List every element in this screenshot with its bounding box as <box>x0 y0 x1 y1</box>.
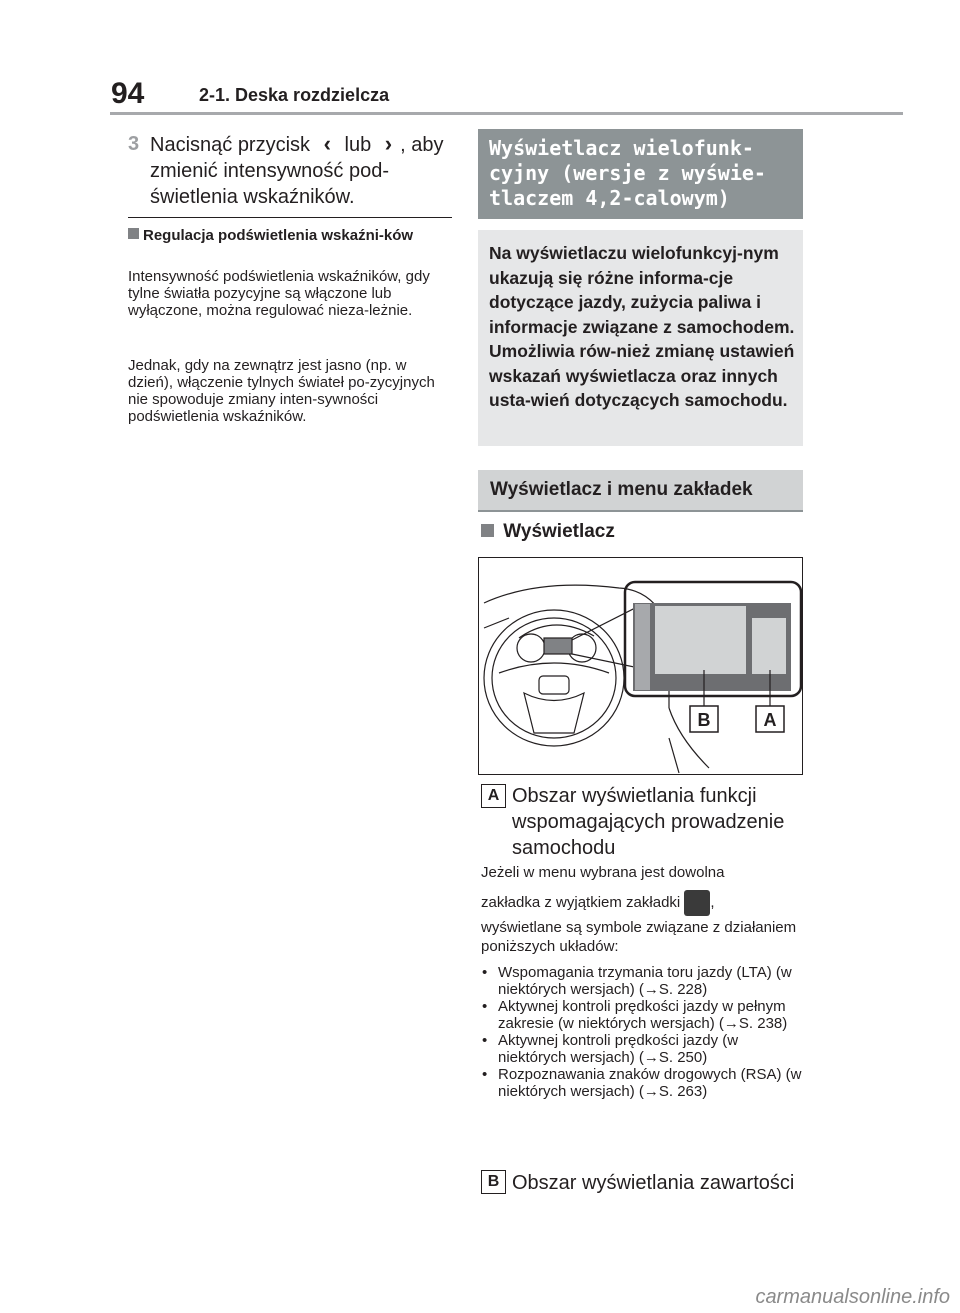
subsection-header <box>478 470 803 512</box>
note-line-3: wyświetlane są symbole związane z działaniem poniższych układów: <box>481 919 797 955</box>
note-line-2 <box>481 890 801 916</box>
step-text-post: , <box>400 134 406 156</box>
note-line-1: Jeżeli w menu wybrana jest dowolna <box>481 864 725 881</box>
brightness-paragraph-2: Jednak, gdy na zewnątrz jest jasno (np. w dzień), włączenie tylnych świateł po-zycyjnych nie spowoduje zmiany inten-sywności podświetlenia wskaźników. <box>128 357 435 425</box>
callout-b-box: B <box>481 1170 506 1194</box>
list-item: • Aktywnej kontroli prędkości jazdy w pełnym zakresie (w niektórych wersjach) (→S. 238) <box>478 998 808 1032</box>
summary-box <box>478 230 803 446</box>
subheading-text: Regulacja podświetlenia wskaźni-ków <box>143 227 414 244</box>
section-title-box <box>478 129 803 219</box>
dashboard-illustration <box>479 558 802 774</box>
subsection-header-text: Wyświetlacz i menu zakładek <box>490 479 753 500</box>
figure-label-a: A <box>763 710 777 730</box>
chapter-title: 2-1. Deska rozdzielcza <box>199 85 390 105</box>
step-text-mid: lub <box>344 134 372 156</box>
watermark: carmanualsonline.info <box>755 1286 950 1308</box>
summary-text: Na wyświetlaczu wielofunkcyj-nym ukazują się różne informa-cje dotyczące jazdy, zużycia paliwa i informacje związane z samochodem. Umożliwia rów-nież zmianę ustawień wskazań wyświetlacza oraz innych usta-wień dotyczących samochodu. <box>489 243 795 410</box>
square-bullet-icon <box>128 228 139 239</box>
step-text <box>150 131 460 210</box>
header-divider <box>110 112 903 115</box>
brightness-subheading <box>128 227 452 244</box>
callout-b-text: Obszar wyświetlania zawartości <box>512 1172 795 1194</box>
page-number: 94 <box>111 77 145 110</box>
dashboard-figure <box>478 557 803 775</box>
list-item: • Rozpoznawania znaków drogowych (RSA) (w niektórych wersjach) (→S. 263) <box>478 1066 808 1100</box>
display-subsection-text: Wyświetlacz <box>503 521 615 542</box>
callout-a-box: A <box>481 784 506 808</box>
section-title: Wyświetlacz wielofunk-cyjny (wersje z wyświe-tlaczem 4,2-calowym) <box>489 136 766 210</box>
note-line-2-post: , <box>710 893 715 911</box>
callout-a-text: Obszar wyświetlania funkcji wspomagających prowadzenie samochodu <box>512 785 785 859</box>
step-number: 3 <box>128 133 140 155</box>
display-subsection <box>481 521 615 543</box>
chevron-right-icon: › <box>384 131 393 156</box>
figure-label-b: B <box>697 710 711 730</box>
list-item: • Aktywnej kontroli prędkości jazdy (w niektórych wersjach) (→S. 250) <box>478 1032 808 1066</box>
brightness-paragraph-1: Intensywność podświetlenia wskaźników, gdy tylne światła pozycyjne są włączone lub wyłączone, można regulować nieza-leżnie. <box>128 268 430 319</box>
left-divider <box>128 217 452 218</box>
note-line-2-pre: zakładka z wyjątkiem zakładki <box>481 893 681 911</box>
step-text-rest: aby zmienić intensywność pod-świetlenia wskaźników. <box>150 134 444 208</box>
list-item: • Wspomagania trzymania toru jazdy (LTA) (w niektórych wersjach) (→S. 228) <box>478 964 808 998</box>
square-bullet-icon <box>481 524 494 537</box>
systems-list <box>478 964 808 1100</box>
step-text-pre: Nacisnąć przycisk <box>150 134 311 156</box>
chevron-left-icon: ‹ <box>323 131 331 156</box>
driving-assist-tab-icon <box>684 890 710 916</box>
